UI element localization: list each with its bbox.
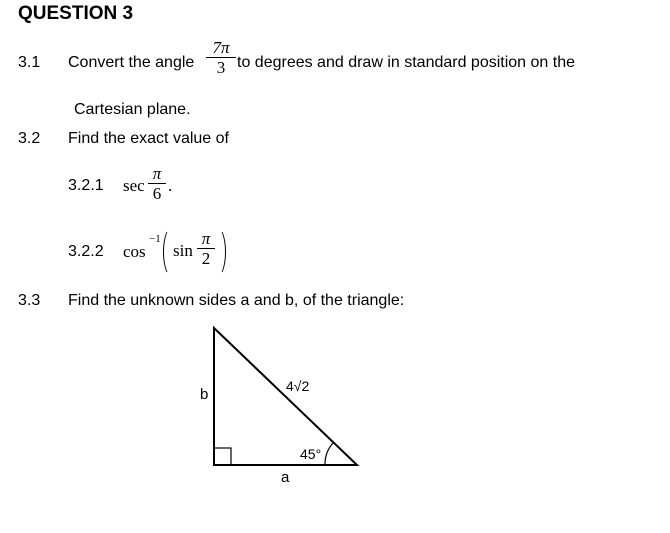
q31-fraction: [206, 39, 236, 76]
angle-arc: [325, 442, 334, 465]
q321-period: .: [168, 176, 173, 195]
triangle-outline: [214, 328, 357, 465]
q322-inner-func: sin: [173, 241, 193, 260]
angle-label: 45°: [300, 446, 322, 462]
q322-exponent: −1: [149, 233, 161, 245]
q321-fraction: [148, 165, 166, 202]
q321-fraction-denominator: 6: [152, 184, 162, 203]
q322-fraction-numerator: π: [201, 229, 211, 248]
q321-fraction-numerator: π: [152, 164, 162, 183]
q322-number: 3.2.2: [68, 243, 104, 260]
q33-number: 3.3: [18, 292, 41, 309]
right-parenthesis: [210, 228, 226, 276]
q322-fraction-denominator: 2: [201, 249, 211, 268]
q322-func: cos: [123, 242, 146, 261]
q321-func: sec: [123, 176, 145, 195]
q33-text: Find the unknown sides a and b, of the triangle:: [68, 292, 405, 309]
hypotenuse-label: 4√2: [286, 378, 310, 394]
q31-fraction-numerator: 7π: [212, 38, 230, 57]
q32-number: 3.2: [18, 130, 41, 147]
q31-text-line2: Cartesian plane.: [74, 101, 191, 118]
side-a-label: a: [281, 469, 290, 486]
q31-text-before: Convert the angle: [68, 54, 195, 71]
q31-fraction-denominator: 3: [216, 58, 226, 77]
q32-text: Find the exact value of: [68, 130, 229, 147]
q31-number: 3.1: [18, 54, 41, 71]
question-heading: QUESTION 3: [18, 3, 134, 24]
side-b-label: b: [200, 386, 209, 403]
q31-text-after: to degrees and draw in standard position on the: [237, 54, 576, 71]
q321-number: 3.2.1: [68, 177, 104, 194]
right-angle-marker: [214, 448, 231, 465]
